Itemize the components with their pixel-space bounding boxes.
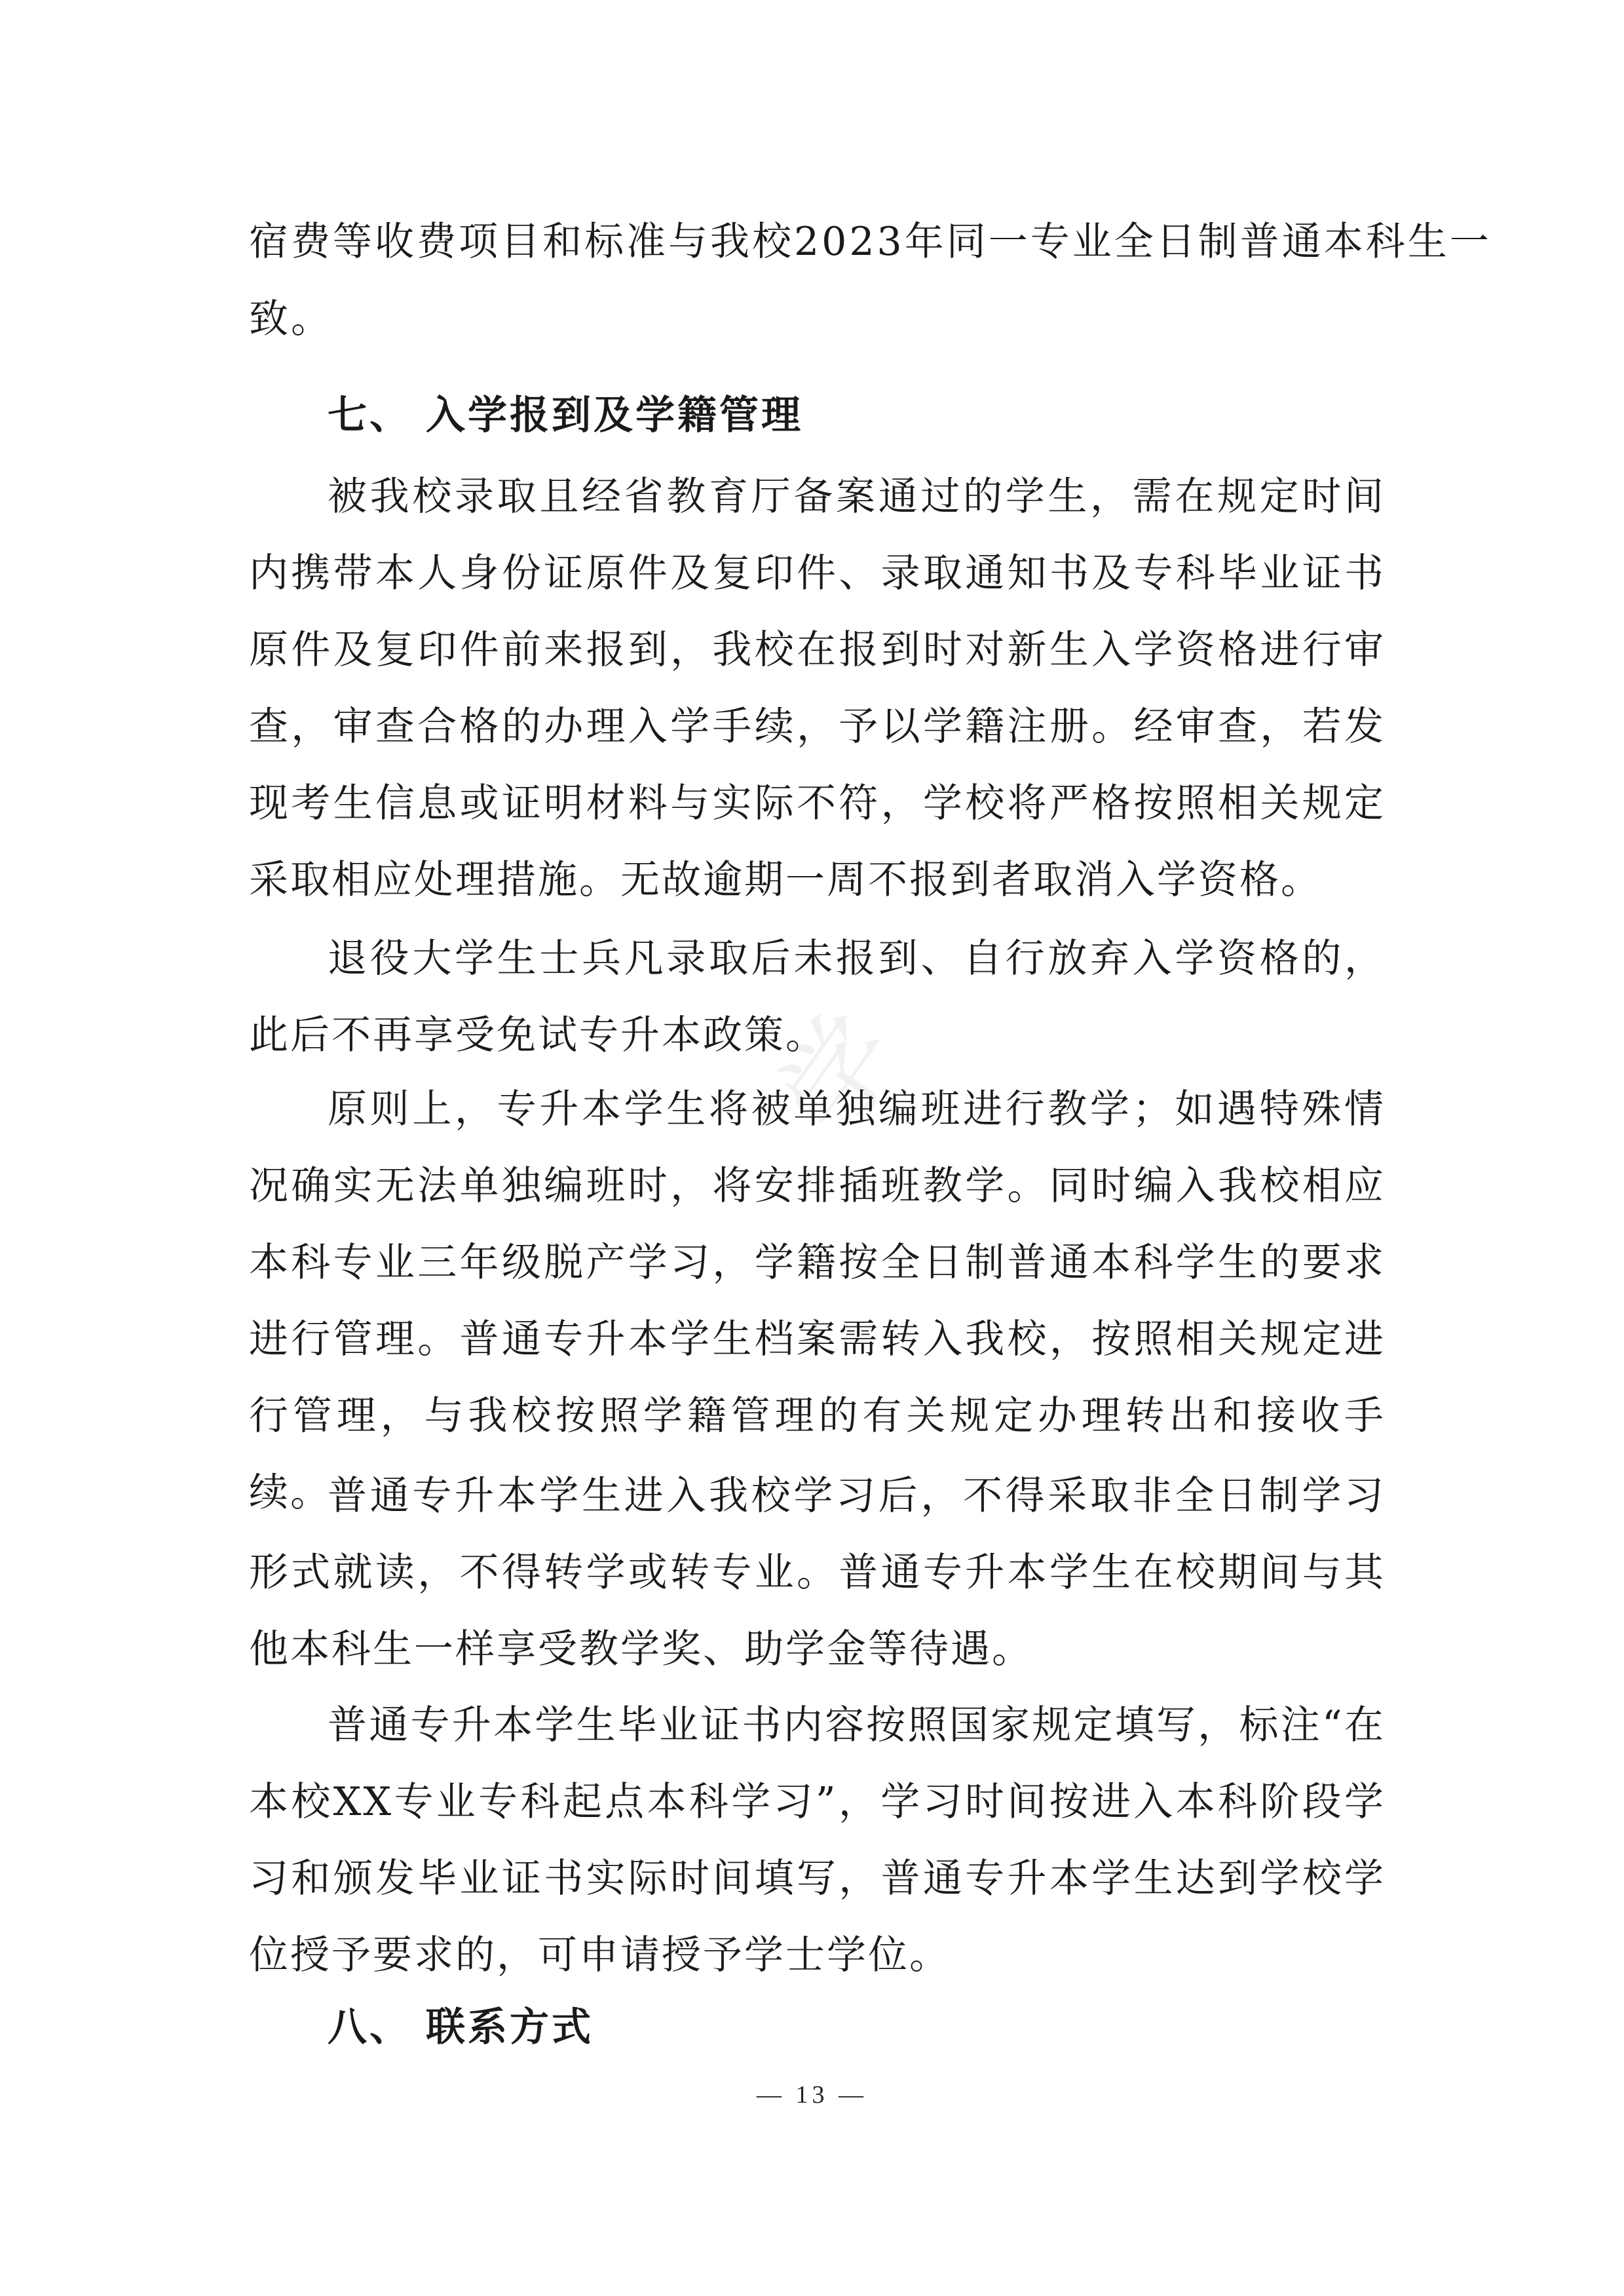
section-7-paragraph-1: 被我校录取且经省教育厅备案通过的学生，需在规定时间内携带本人身份证原件及复印件、录取通知书及专科毕业证书原件及复印件前来报到，我校在报到时对新生入学资格进行审查，审查合格的办理入学手续，予以学籍注册。经审查，若发现考生信息或证明材料与实际不符，学校将严格按照相关规定采取相应处理措施。无故逾期一周不报到者取消入学资格。 [249,474,1386,903]
continuation-line-2: 致。 [249,296,333,342]
watermark: 学 [755,980,933,1158]
section-7-heading [328,377,803,454]
section-7-paragraph-5: 普通专升本学生毕业证书内容按照国家规定填写，标注“在本校XX专业专科起点本科学习”，学习时间按进入本科阶段学习和颁发毕业证书实际时间填写，普通专升本学生达到学校学位授予要求的，可申请授予学士学位。 [249,1702,1386,1978]
page-number: — 13 — [757,2081,867,2109]
section-8-number: 八、 [328,2004,411,2050]
section-7-number: 七、 [328,392,411,438]
section-7-paragraph-4: 普通专升本学生进入我校学习后，不得采取非全日制学习形式就读，不得转学或转专业。普通专升本学生在校期间与其他本科生一样享受教学奖、助学金等待遇。 [249,1473,1386,1672]
continuation-line-1: 宿费等收费项目和标准与我校2023年同一专业全日制普通本科生一 [249,219,1492,265]
section-8-title: 联系方式 [426,2004,594,2050]
section-8-heading [328,1989,594,2066]
section-7-paragraph-3: 原则上，专升本学生将被单独编班进行教学；如遇特殊情况确实无法单独编班时，将安排插班教学。同时编入我校相应本科专业三年级脱产学习，学籍按全日制普通本科学生的要求进行管理。普通专升本学生档案需转入我校，按照相关规定进行管理，与我校按照学籍管理的有关规定办理转出和接收手续。 [249,1086,1386,1516]
section-7-paragraph-2: 退役大学生士兵凡录取后未报到、自行放弃入学资格的，此后不再享受免试专升本政策。 [249,936,1386,1058]
section-7-title: 入学报到及学籍管理 [426,392,803,438]
